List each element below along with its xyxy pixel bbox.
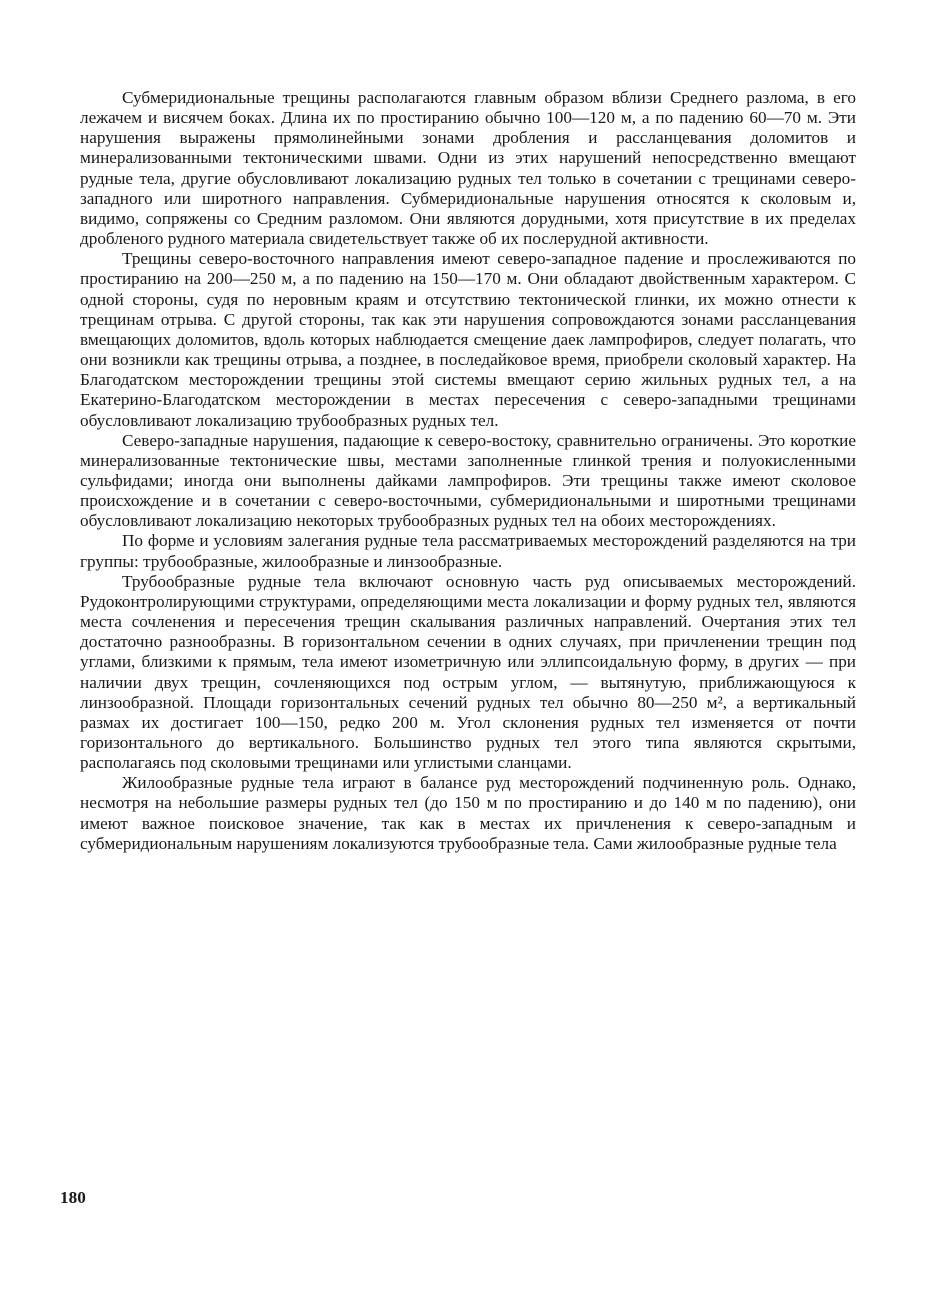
paragraph-pipe-ore-bodies: Трубообразные рудные тела включают основную часть руд описываемых месторождений. Рудоконтролирующими структурами, определяющими места локализации и форму рудных тел, являются места сочленения и пересечения трещин скалывания различных направлений. Очертания этих тел достаточно разнообразны. В горизонтальном сечении в одних случаях, при причленении трещин под углами, близкими к прямым, тела имеют изометричную или эллипсоидальную форму, в других — при наличии двух трещин, сочленяющихся под острым углом, — вытянутую, приближающуюся к линзообразной. Площади горизонтальных сечений рудных тел обычно 80—250 м², а вертикальный размах их достигает 100—150, редко 200 м. Угол склонения рудных тел изменяется от почти горизонтального до вертикального. Большинство рудных тел этого типа являются скрытыми, располагаясь под сколовыми трещинами или углистыми сланцами. [80, 571, 856, 773]
paragraph-northwest-faults: Северо-западные нарушения, падающие к северо-востоку, сравнительно ограничены. Это короткие минерализованные тектонические швы, местами заполненные глинкой трения и полуокисленными сульфидами; иногда они выполнены дайками лампрофиров. Эти трещины также имеют сколовое происхождение и в сочетании с северо-восточными, субмеридиональными и широтными трещинами обусловливают локализацию некоторых трубообразных рудных тел на обоих месторождениях. [80, 430, 856, 531]
paragraph-ore-body-groups: По форме и условиям залегания рудные тела рассматриваемых месторождений разделяются на три группы: трубообразные, жилообразные и линзообразные. [80, 531, 856, 571]
document-body [80, 88, 856, 854]
paragraph-northeast-fractures: Трещины северо-восточного направления имеют северо-западное падение и прослеживаются по простиранию на 200—250 м, а по падению на 150—170 м. Они обладают двойственным характером. С одной стороны, судя по неровным краям и отсутствию тектонической глинки, их можно отнести к трещинам отрыва. С другой стороны, так как эти нарушения сопровождаются зонами рассланцевания вмещающих доломитов, вдоль которых наблюдается смещение даек лампрофиров, следует полагать, что они возникли как трещины отрыва, а позднее, в последайковое время, приобрели сколовый характер. На Благодатском месторождении трещины этой системы вмещают серию жильных рудных тел, а на Екатерино-Благодатском месторождении в местах пересечения с северо-западными трещинами обусловливают локализацию трубообразных рудных тел. [80, 249, 856, 430]
page-number: 180 [60, 1188, 86, 1207]
paragraph-submeridional-fractures: Субмеридиональные трещины располагаются главным образом вблизи Среднего разлома, в его лежачем и висячем боках. Длина их по простиранию обычно 100—120 м, а по падению 60—70 м. Эти нарушения выражены прямолинейными зонами дробления и рассланцевания доломитов и минерализованными тектоническими швами. Одни из этих нарушений непосредственно вмещают рудные тела, другие обусловливают локализацию рудных тел только в сочетании с трещинами северо-западного или широтного направления. Субмеридиональные нарушения относятся к сколовым и, видимо, сопряжены со Средним разломом. Они являются дорудными, хотя присутствие в их пределах дробленого рудного материала свидетельствует также об их послерудной активности. [80, 88, 856, 249]
paragraph-vein-ore-bodies: Жилообразные рудные тела играют в балансе руд месторождений подчиненную роль. Однако, несмотря на небольшие размеры рудных тел (до 150 м по простиранию и до 140 м по падению), они имеют важное поисковое значение, так как в местах их причленения к северо-западным и субмеридиональным нарушениям локализуются трубообразные тела. Сами жилообразные рудные тела [80, 773, 856, 853]
